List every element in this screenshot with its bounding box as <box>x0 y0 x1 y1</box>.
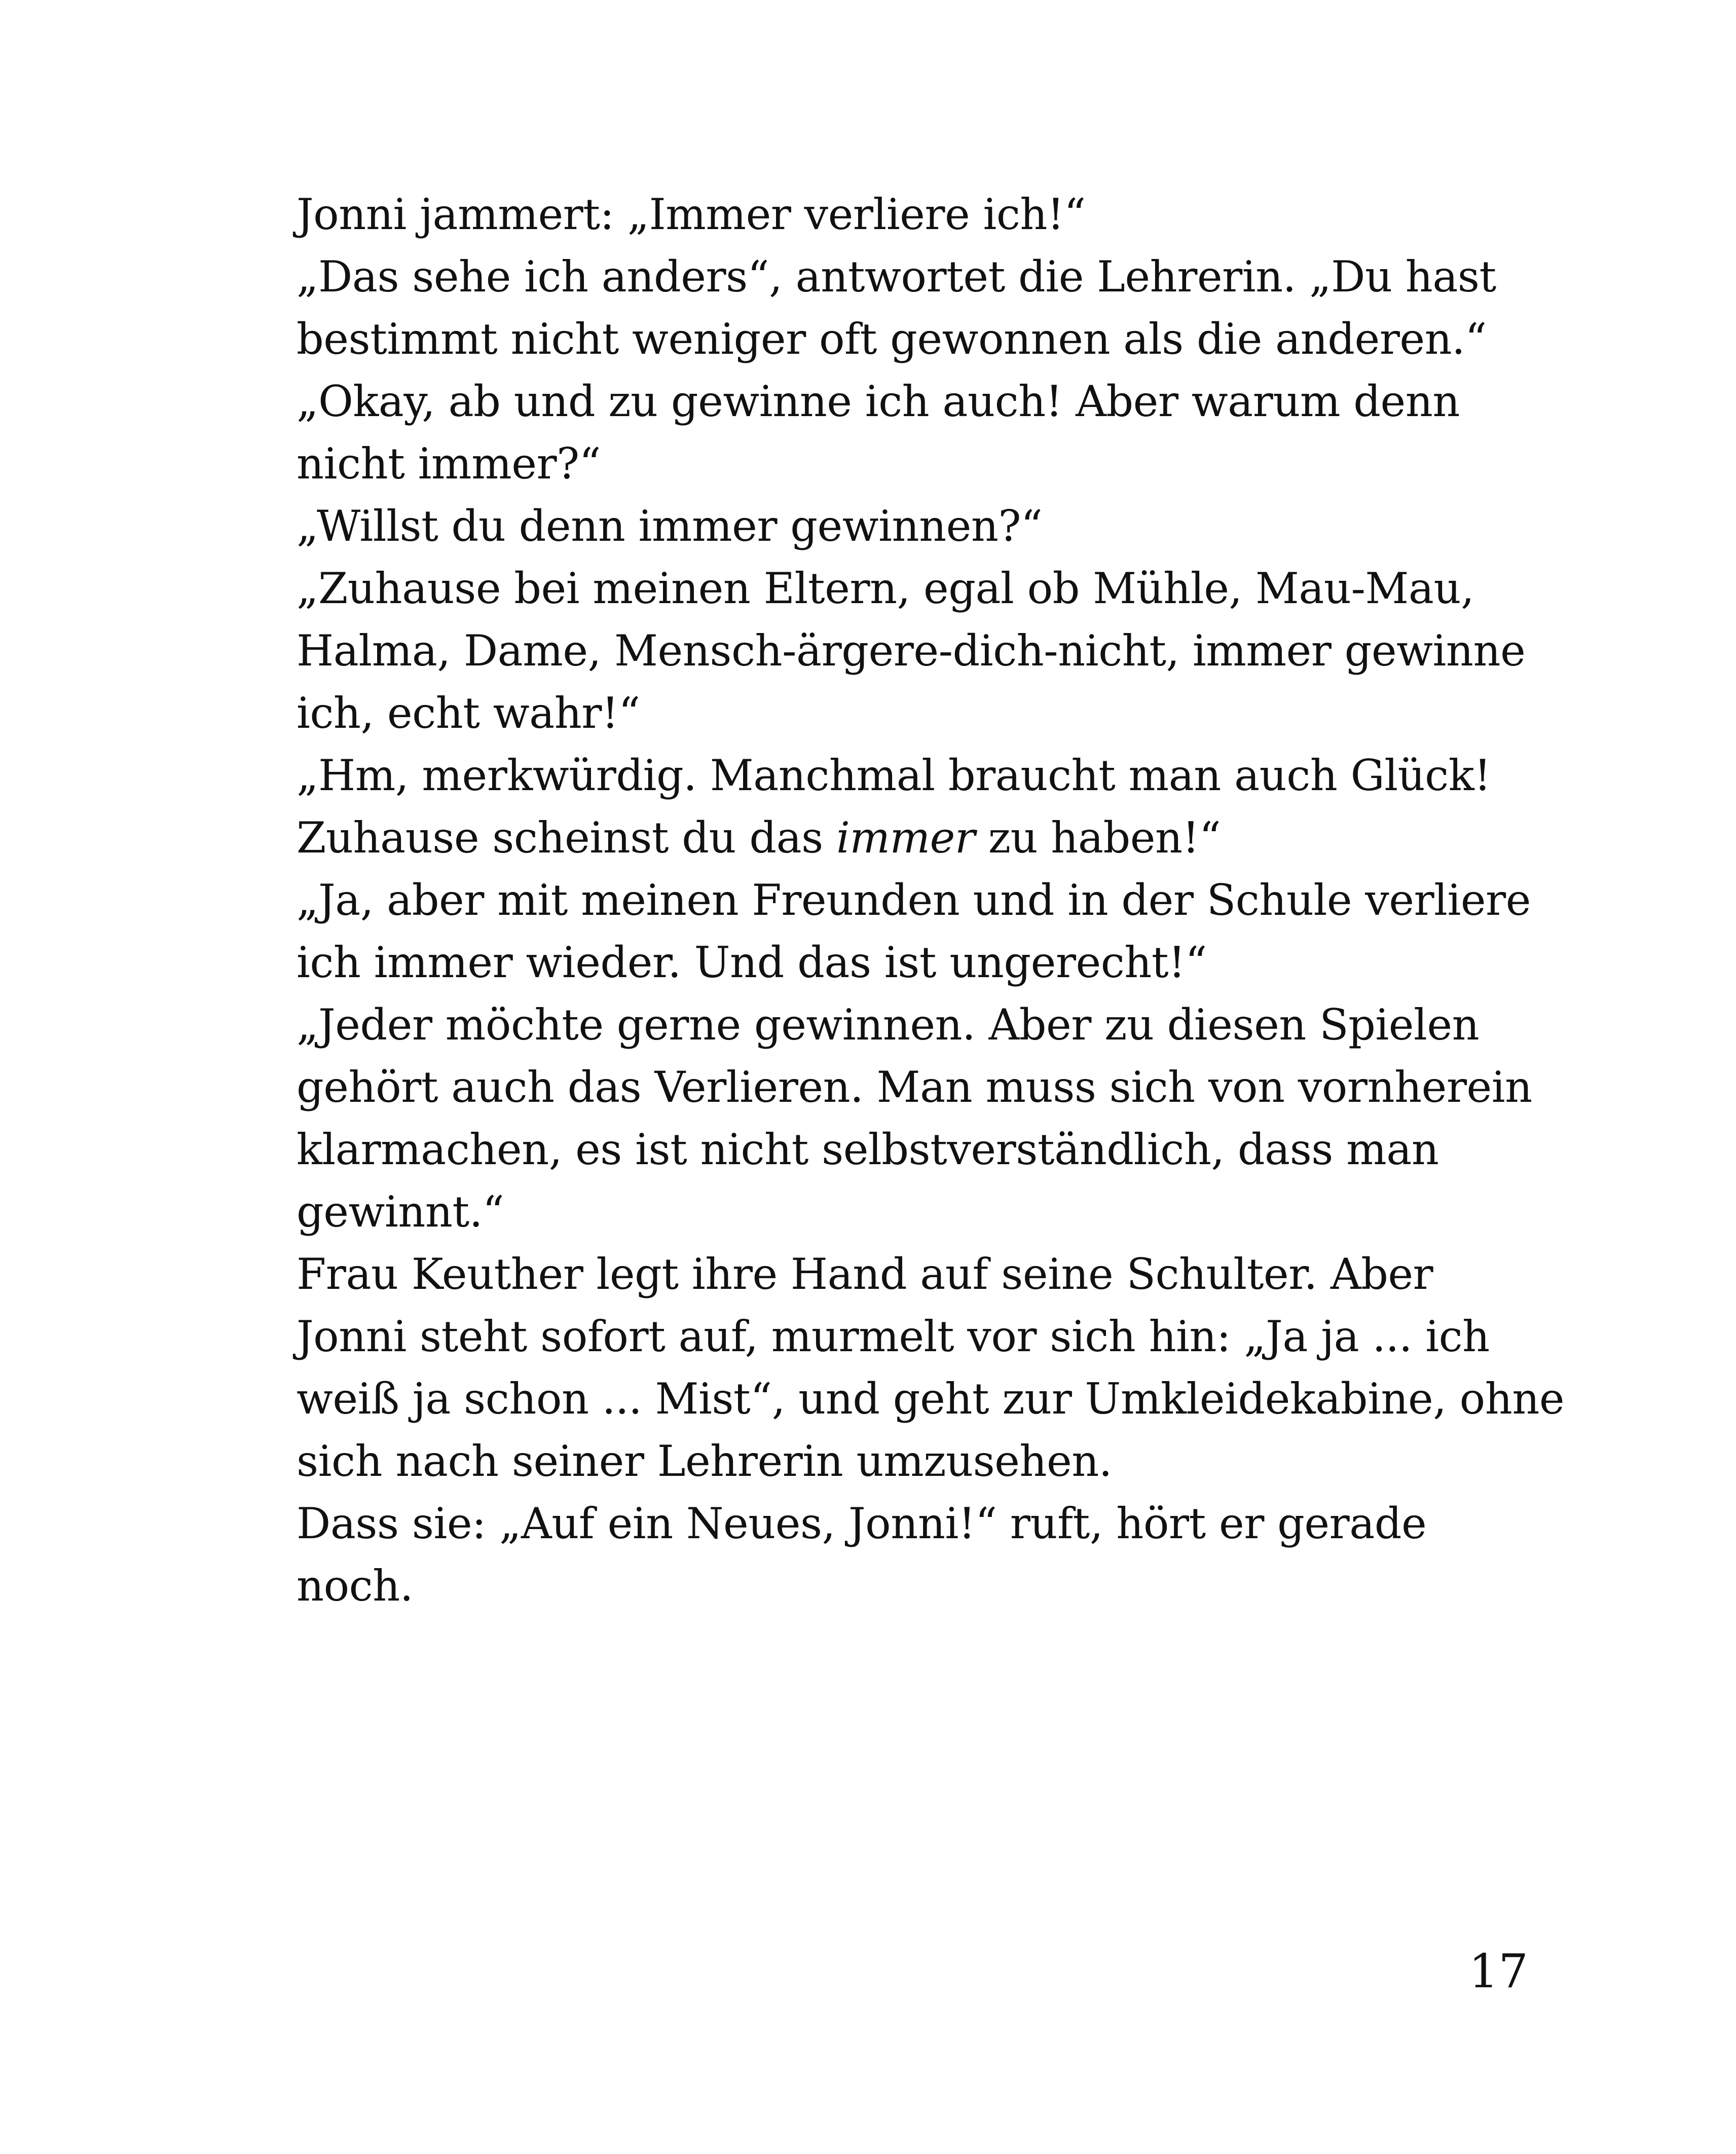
text-line: gehört auch das Verlieren. Man muss sich von vornherein <box>297 1062 1532 1112</box>
text-line: ich, echt wahr!“ <box>297 688 640 738</box>
text-line: nicht immer?“ <box>297 439 601 489</box>
text-line: Dass sie: „Auf ein Neues, Jonni!“ ruft, hört er gerade <box>297 1499 1427 1548</box>
paragraph <box>248 1493 1546 1617</box>
text-segment: Zuhause scheinst du das <box>297 813 836 863</box>
text-line: weiß ja schon ... Mist“, und geht zur Umkleidekabine, ohne <box>297 1374 1565 1424</box>
text-line: gewinnt.“ <box>297 1187 504 1237</box>
paragraph <box>248 495 1546 558</box>
text-line: „Willst du denn immer gewinnen?“ <box>297 501 1043 551</box>
paragraph <box>248 558 1546 745</box>
text-line: Frau Keuther legt ihre Hand auf seine Schulter. Aber <box>297 1249 1433 1299</box>
text-segment: zu haben!“ <box>975 813 1221 863</box>
text-line: Jonni steht sofort auf, murmelt vor sich hin: „Ja ja ... ich <box>297 1312 1490 1361</box>
paragraph <box>248 869 1546 994</box>
text-line: „Jeder möchte gerne gewinnen. Aber zu diesen Spielen <box>297 1000 1480 1050</box>
text-line: „Okay, ab und zu gewinne ich auch! Aber warum denn <box>297 377 1460 426</box>
text-line <box>248 807 1546 869</box>
text-line: Jonni jammert: „Immer verliere ich!“ <box>297 190 1086 239</box>
paragraph <box>248 183 1546 246</box>
text-line: „Zuhause bei meinen Eltern, egal ob Mühle, Mau-Mau, <box>297 564 1474 613</box>
text-line: Halma, Dame, Mensch-ärgere-dich-nicht, immer gewinne <box>297 626 1526 676</box>
text-line: „Das sehe ich anders“, antwortet die Lehrerin. „Du hast <box>297 252 1496 302</box>
paragraph <box>248 994 1546 1243</box>
paragraph <box>248 745 1546 869</box>
paragraph <box>248 370 1546 495</box>
text-line: sich nach seiner Lehrerin umzusehen. <box>297 1436 1113 1486</box>
paragraph <box>248 1243 1565 1493</box>
body-text <box>248 183 1565 1617</box>
text-line: ich immer wieder. Und das ist ungerecht!“ <box>297 938 1207 987</box>
text-line: „Ja, aber mit meinen Freunden und in der Schule verliere <box>297 875 1531 925</box>
text-line: bestimmt nicht weniger oft gewonnen als die anderen.“ <box>297 314 1487 364</box>
emphasized-word: immer <box>836 813 975 863</box>
text-line: klarmachen, es ist nicht selbstverständlich, dass man <box>297 1125 1439 1174</box>
text-line: noch. <box>297 1561 414 1611</box>
page-number: 17 <box>1468 1944 1528 1998</box>
text-line: „Hm, merkwürdig. Manchmal braucht man auch Glück! <box>297 751 1491 800</box>
paragraph <box>248 246 1546 370</box>
